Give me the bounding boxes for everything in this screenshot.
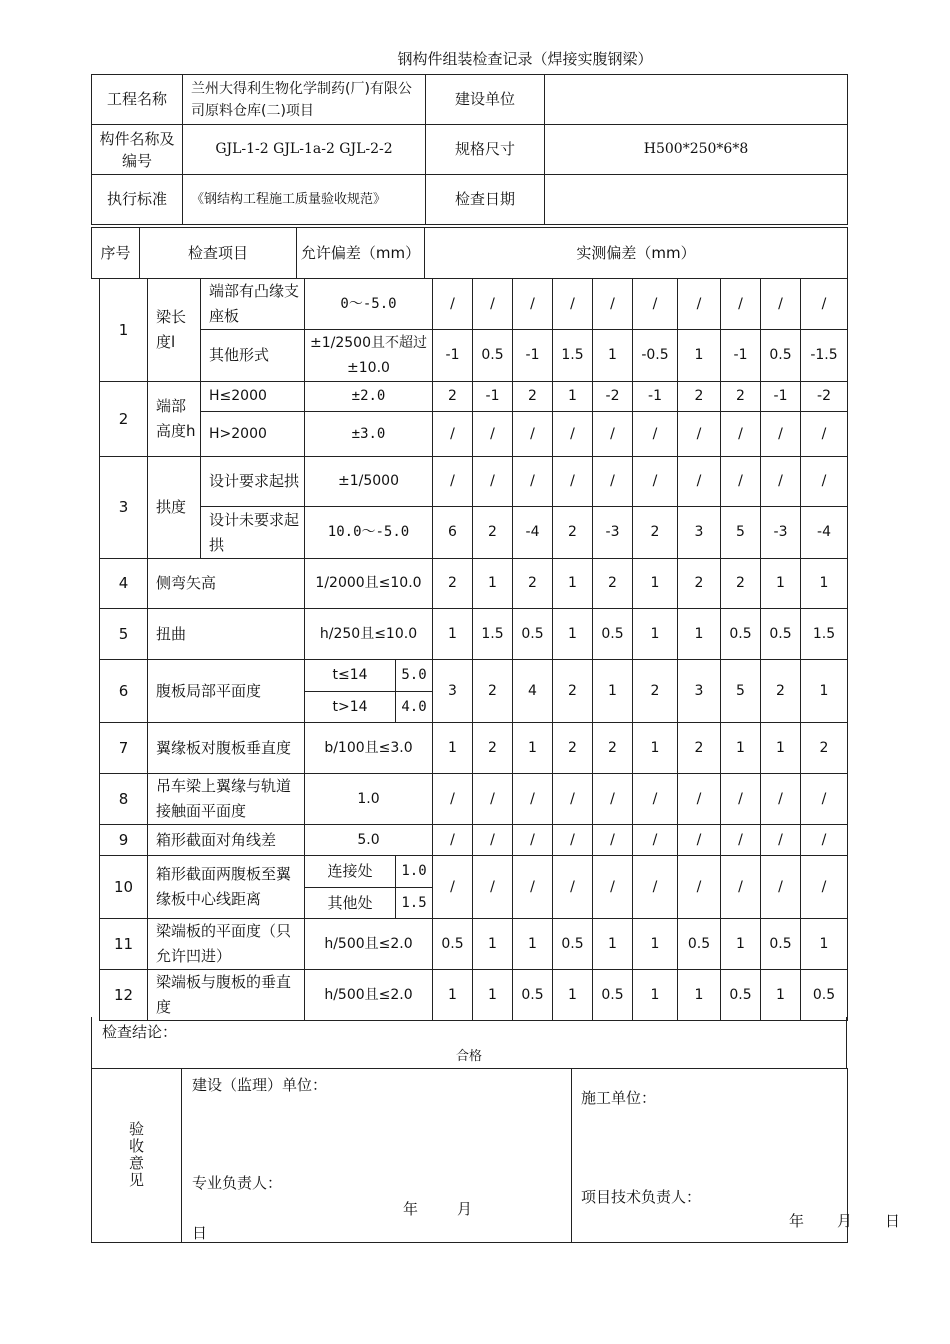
table-row [100,660,848,692]
measured-r10-4: / [553,856,593,919]
measured-r12-4: 1 [553,970,593,1021]
table-row [100,609,848,660]
builder-value [545,75,848,125]
measured-r10-6: / [633,856,678,919]
measured-r2b-2: / [473,412,513,457]
table-row [100,382,848,412]
measured-r3b-6: 2 [633,507,678,559]
measured-r6-2: 2 [473,660,513,723]
row-2b-sub: H>2000 [201,412,305,457]
row-10a-sub: 连接处 [305,856,396,888]
measured-r3a-1: / [433,457,473,507]
measured-r9-9: / [761,825,801,856]
standard-label: 执行标准 [92,175,183,225]
measured-r3a-7: / [678,457,721,507]
measured-r4-7: 2 [678,559,721,609]
contractor-signature-cell [572,1069,901,1243]
row-6-item: 腹板局部平面度 [148,660,305,723]
measured-r5-7: 1 [678,609,721,660]
measured-r3b-3: -4 [513,507,553,559]
measured-r3b-5: -3 [593,507,633,559]
measured-r1a-8: / [721,279,761,330]
measured-r5-1: 1 [433,609,473,660]
measured-r9-10: / [801,825,848,856]
row-3b-tol: 10.0～-5.0 [305,507,433,559]
measured-r8-3: / [513,774,553,825]
row-5-tol: h/250且≤10.0 [305,609,433,660]
row-9-item: 箱形截面对角线差 [148,825,305,856]
measured-r12-10: 0.5 [801,970,848,1021]
row-3-no: 3 [100,457,148,559]
measured-r3a-8: / [721,457,761,507]
row-10b-sub: 其他处 [305,888,396,919]
row-1-item: 梁长度l [148,279,201,382]
conclusion-value: 合格 [455,1049,482,1064]
measured-r1b-2: 0.5 [473,330,513,382]
measured-r4-6: 1 [633,559,678,609]
measured-r2a-10: -2 [801,382,848,412]
date-label: 检查日期 [426,175,545,225]
owner-signature-cell [182,1069,572,1243]
measured-r4-10: 1 [801,559,848,609]
row-10-no: 10 [100,856,148,919]
measured-r2b-3: / [513,412,553,457]
measured-r2a-1: 2 [433,382,473,412]
measured-r5-9: 0.5 [761,609,801,660]
row-1-no: 1 [100,279,148,382]
measured-r11-8: 1 [721,919,761,970]
measured-r6-4: 2 [553,660,593,723]
measured-r12-9: 1 [761,970,801,1021]
row-2a-sub: H≤2000 [201,382,305,412]
measured-r11-4: 0.5 [553,919,593,970]
contractor-year-label: 年 [789,1212,805,1230]
measured-r11-3: 1 [513,919,553,970]
measured-r10-5: / [593,856,633,919]
measured-r3a-10: / [801,457,848,507]
spec-value: H500*250*6*8 [545,125,848,175]
measured-r11-6: 1 [633,919,678,970]
measured-r11-5: 1 [593,919,633,970]
measured-r8-9: / [761,774,801,825]
measured-r1b-3: -1 [513,330,553,382]
inspection-table [99,278,848,1021]
owner-day-label: 日 [192,1224,208,1242]
measured-r7-10: 2 [801,723,848,774]
row-3-item: 拱度 [148,457,201,559]
measured-r3b-9: -3 [761,507,801,559]
row-11-item: 梁端板的平面度（只允许凹进） [148,919,305,970]
measured-r7-4: 2 [553,723,593,774]
row-6b-sub: t>14 [305,692,396,723]
measured-r2b-4: / [553,412,593,457]
date-value [545,175,848,225]
measured-r1a-4: / [553,279,593,330]
measured-r3a-9: / [761,457,801,507]
measured-r3a-3: / [513,457,553,507]
measured-r1b-4: 1.5 [553,330,593,382]
measured-r4-9: 1 [761,559,801,609]
measured-r7-6: 1 [633,723,678,774]
measured-r12-5: 0.5 [593,970,633,1021]
table-row [100,970,848,1021]
row-9-tol: 5.0 [305,825,433,856]
row-7-no: 7 [100,723,148,774]
row-8-item: 吊车梁上翼缘与轨道接触面平面度 [148,774,305,825]
measured-r3a-2: / [473,457,513,507]
measured-r1a-9: / [761,279,801,330]
measured-r11-7: 0.5 [678,919,721,970]
measured-r1a-2: / [473,279,513,330]
col-item-header: 检查项目 [140,228,297,279]
row-11-tol: h/500且≤2.0 [305,919,433,970]
col-seq-header: 序号 [92,228,140,279]
document-title: 钢构件组装检查记录（焊接实腹钢梁） [397,50,653,68]
owner-unit-label: 建设（监理）单位： [192,1076,328,1094]
table-row [100,412,848,457]
acceptance-label-text: 验收意见 [128,1120,144,1189]
measured-r8-8: / [721,774,761,825]
measured-r1a-6: / [633,279,678,330]
measured-r9-5: / [593,825,633,856]
measured-r9-1: / [433,825,473,856]
row-6-no: 6 [100,660,148,723]
measured-r1a-3: / [513,279,553,330]
acceptance-table [91,1068,901,1243]
measured-r7-8: 1 [721,723,761,774]
measured-r2a-9: -1 [761,382,801,412]
row-7-item: 翼缘板对腹板垂直度 [148,723,305,774]
measured-r1a-5: / [593,279,633,330]
measured-r5-2: 1.5 [473,609,513,660]
table-row [100,856,848,888]
row-4-no: 4 [100,559,148,609]
row-12-item: 梁端板与腹板的垂直度 [148,970,305,1021]
measured-r3a-4: / [553,457,593,507]
measured-r1b-10: -1.5 [801,330,848,382]
row-4-tol: 1/2000且≤10.0 [305,559,433,609]
measured-r6-10: 1 [801,660,848,723]
table-row [100,774,848,825]
measured-r6-9: 2 [761,660,801,723]
measured-r6-7: 3 [678,660,721,723]
measured-r4-2: 1 [473,559,513,609]
measured-r10-9: / [761,856,801,919]
measured-r12-3: 0.5 [513,970,553,1021]
measured-r7-2: 2 [473,723,513,774]
member-value: GJL-1-2 GJL-1a-2 GJL-2-2 [183,125,426,175]
table-row [100,919,848,970]
measured-r2a-6: -1 [633,382,678,412]
measured-r5-5: 0.5 [593,609,633,660]
standard-value: 《钢结构工程施工质量验收规范》 [183,175,426,225]
measured-r3a-6: / [633,457,678,507]
measured-r8-2: / [473,774,513,825]
row-10b-tol: 1.5 [396,888,433,919]
measured-r5-8: 0.5 [721,609,761,660]
col-tolerance-header: 允许偏差（mm） [297,228,425,279]
measured-r10-10: / [801,856,848,919]
measured-r11-1: 0.5 [433,919,473,970]
measured-r9-4: / [553,825,593,856]
measured-r2b-6: / [633,412,678,457]
measured-r8-5: / [593,774,633,825]
measured-r2b-5: / [593,412,633,457]
measured-r3b-4: 2 [553,507,593,559]
measured-r2a-2: -1 [473,382,513,412]
measured-r8-1: / [433,774,473,825]
measured-r11-9: 0.5 [761,919,801,970]
measured-r9-7: / [678,825,721,856]
row-10-item: 箱形截面两腹板至翼缘板中心线距离 [148,856,305,919]
measured-r12-2: 1 [473,970,513,1021]
measured-r2b-8: / [721,412,761,457]
measured-r1a-7: / [678,279,721,330]
measured-r9-3: / [513,825,553,856]
measured-r2a-5: -2 [593,382,633,412]
measured-r1b-8: -1 [721,330,761,382]
table-row [100,825,848,856]
row-1b-tol: ±1/2500且不超过±10.0 [305,330,433,382]
owner-year-label: 年 [403,1200,419,1218]
row-6b-tol: 4.0 [396,692,433,723]
table-row [100,279,848,330]
measured-r3b-8: 5 [721,507,761,559]
row-3a-sub: 设计要求起拱 [201,457,305,507]
column-header-table [91,227,848,279]
measured-r1a-10: / [801,279,848,330]
project-name-label: 工程名称 [92,75,183,125]
row-11-no: 11 [100,919,148,970]
row-8-no: 8 [100,774,148,825]
measured-r5-10: 1.5 [801,609,848,660]
row-1a-sub: 端部有凸缘支座板 [201,279,305,330]
measured-r5-6: 1 [633,609,678,660]
measured-r12-8: 0.5 [721,970,761,1021]
measured-r10-3: / [513,856,553,919]
measured-r3b-7: 3 [678,507,721,559]
measured-r2b-9: / [761,412,801,457]
measured-r1b-5: 1 [593,330,633,382]
row-3a-tol: ±1/5000 [305,457,433,507]
row-6a-sub: t≤14 [305,660,396,692]
builder-label: 建设单位 [426,75,545,125]
measured-r7-3: 1 [513,723,553,774]
measured-r10-7: / [678,856,721,919]
measured-r7-5: 2 [593,723,633,774]
measured-r6-6: 2 [633,660,678,723]
member-label: 构件名称及编号 [92,125,183,175]
conclusion-label: 检查结论： [102,1023,178,1041]
measured-r12-1: 1 [433,970,473,1021]
measured-r6-3: 4 [513,660,553,723]
measured-r2b-1: / [433,412,473,457]
measured-r11-10: 1 [801,919,848,970]
measured-r9-8: / [721,825,761,856]
row-12-no: 12 [100,970,148,1021]
measured-r7-9: 1 [761,723,801,774]
row-5-no: 5 [100,609,148,660]
row-2-no: 2 [100,382,148,457]
measured-r4-1: 2 [433,559,473,609]
measured-r1a-1: / [433,279,473,330]
contractor-month-label: 月 [837,1212,853,1230]
row-9-no: 9 [100,825,148,856]
measured-r4-5: 2 [593,559,633,609]
measured-r12-6: 1 [633,970,678,1021]
measured-r10-1: / [433,856,473,919]
contractor-unit-label: 施工单位： [581,1089,657,1107]
conclusion-section [91,1017,847,1068]
measured-r1b-6: -0.5 [633,330,678,382]
measured-r4-8: 2 [721,559,761,609]
measured-r5-4: 1 [553,609,593,660]
measured-r2b-10: / [801,412,848,457]
measured-r2a-3: 2 [513,382,553,412]
row-12-tol: h/500且≤2.0 [305,970,433,1021]
table-row [100,507,848,559]
owner-month-label: 月 [457,1200,473,1218]
measured-r2a-8: 2 [721,382,761,412]
row-2-item: 端部高度h [148,382,201,457]
col-measured-header: 实测偏差（mm） [425,228,848,279]
measured-r8-10: / [801,774,848,825]
table-row [100,559,848,609]
measured-r3b-2: 2 [473,507,513,559]
owner-person-label: 专业负责人： [192,1174,283,1192]
row-10a-tol: 1.0 [396,856,433,888]
measured-r10-2: / [473,856,513,919]
measured-r4-4: 1 [553,559,593,609]
table-row [100,330,848,382]
table-row [100,457,848,507]
row-6a-tol: 5.0 [396,660,433,692]
measured-r5-3: 0.5 [513,609,553,660]
measured-r2a-4: 1 [553,382,593,412]
row-1b-sub: 其他形式 [201,330,305,382]
table-row [100,723,848,774]
acceptance-label [92,1121,181,1189]
measured-r7-1: 1 [433,723,473,774]
header-table [91,74,848,225]
measured-r3b-10: -4 [801,507,848,559]
measured-r3a-5: / [593,457,633,507]
measured-r8-7: / [678,774,721,825]
measured-r3b-1: 6 [433,507,473,559]
measured-r2a-7: 2 [678,382,721,412]
row-7-tol: b/100且≤3.0 [305,723,433,774]
measured-r1b-7: 1 [678,330,721,382]
measured-r9-6: / [633,825,678,856]
measured-r6-5: 1 [593,660,633,723]
row-5-item: 扭曲 [148,609,305,660]
measured-r10-8: / [721,856,761,919]
row-2b-tol: ±3.0 [305,412,433,457]
row-4-item: 侧弯矢高 [148,559,305,609]
measured-r11-2: 1 [473,919,513,970]
contractor-person-label: 项目技术负责人： [581,1188,702,1206]
row-1a-tol: 0～-5.0 [305,279,433,330]
row-2a-tol: ±2.0 [305,382,433,412]
measured-r1b-1: -1 [433,330,473,382]
measured-r1b-9: 0.5 [761,330,801,382]
contractor-day-label: 日 [885,1212,901,1230]
measured-r9-2: / [473,825,513,856]
acceptance-label-cell [92,1069,182,1243]
measured-r12-7: 1 [678,970,721,1021]
measured-r4-3: 2 [513,559,553,609]
measured-r6-1: 3 [433,660,473,723]
measured-r8-4: / [553,774,593,825]
measured-r7-7: 2 [678,723,721,774]
row-8-tol: 1.0 [305,774,433,825]
spec-label: 规格尺寸 [426,125,545,175]
row-3b-sub: 设计未要求起拱 [201,507,305,559]
project-name-value: 兰州大得利生物化学制药(厂)有限公司原料仓库(二)项目 [183,75,426,125]
measured-r6-8: 5 [721,660,761,723]
measured-r8-6: / [633,774,678,825]
measured-r2b-7: / [678,412,721,457]
